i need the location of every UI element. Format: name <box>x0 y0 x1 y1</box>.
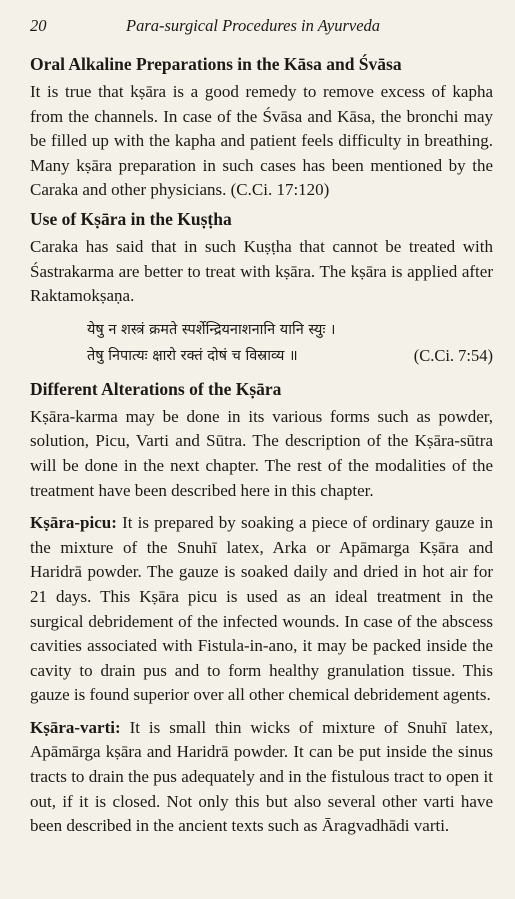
verse-line-1: येषु न शस्त्रं क्रमते स्पर्शेन्द्रियनाशनानि यानि स्युः । <box>87 321 336 338</box>
ksara-picu-term: Kṣāra-picu: <box>30 513 117 533</box>
verse-line-2 <box>30 343 493 369</box>
section-paragraph: Kṣāra-karma may be done in its various forms such as powder, solution, Picu, Varti and Sūtra. The description of the Kṣāra-sūtra will be done in the next chapter. The rest of the modalities of the treatment have been described here in this chapter. <box>30 406 493 500</box>
page-number: 20 <box>30 16 47 35</box>
section-heading: Use of Kṣāra in the Kuṣṭha <box>30 208 232 229</box>
verse-line-2-text: तेषु निपात्यः क्षारो रक्तं दोषं च विस्राव्य ॥ <box>87 347 298 364</box>
ksara-varti-paragraph <box>30 716 493 839</box>
section-heading: Different Alterations of the Kṣāra <box>30 378 282 399</box>
running-header <box>30 16 485 38</box>
section-heading: Oral Alkaline Preparations in the Kāsa and Śvāsa <box>30 54 402 74</box>
running-title: Para-surgical Procedures in Ayurveda <box>126 16 381 35</box>
verse-reference: (C.Ci. 7:54) <box>413 345 493 365</box>
section-oral-alkaline <box>30 52 493 203</box>
ksara-varti-text: It is small thin wicks of mixture of Snuhī latex, Apāmārga kṣāra and Haridrā powder. It can be put inside the sinus tracts to drain the pus adequately and in the fistulous tract to open it out, if it is closed. Not only this but also several other varti have been described in the ancient texts such as Āragvadhādi varti. <box>30 717 493 836</box>
ksara-varti-term: Kṣāra-varti: <box>30 717 121 737</box>
section-alterations <box>30 377 493 503</box>
ksara-picu-paragraph <box>30 511 493 708</box>
sanskrit-verse <box>30 317 493 369</box>
ksara-picu-text: It is prepared by soaking a piece of ordinary gauze in the mixture of the Snuhī latex, Arka or Apāmarga Kṣāra and Haridrā powder. The gauze is soaked daily and dried in hot air for 21 days. This Kṣāra picu is used as an ideal treatment in the surgical debridement of the infected wounds. In case of the abscess cavities associated with Fistula-in-ano, it may be packed inside the cavity to drain pus and to form healthy granulation tissue. This gauze is found superior over all other chemical debridement agents. <box>30 513 493 705</box>
section-paragraph: Caraka has said that in such Kuṣṭha that cannot be treated with Śastrakarma are better to treat with kṣāra. The kṣāra is applied after Raktamokṣaṇa. <box>30 236 493 306</box>
page-body <box>30 52 493 847</box>
section-paragraph: It is true that kṣāra is a good remedy to remove excess of kapha from the channels. In case of the Śvāsa and Kāsa, the bronchi may be filled up with the kapha and patient feels difficulty in breathing. Many kṣāra preparation in such cases has been mentioned by the Caraka and other physicians. (C.Ci. 17:120) <box>30 82 493 200</box>
section-kustha <box>30 207 493 309</box>
